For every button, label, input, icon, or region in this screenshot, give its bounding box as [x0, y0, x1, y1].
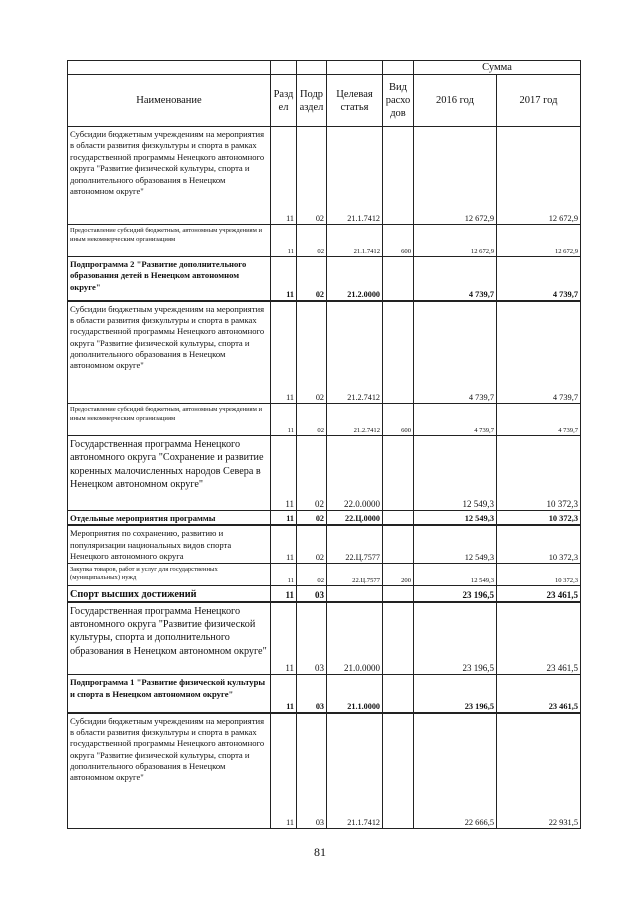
- table-row: [68, 675, 581, 713]
- cell-section: 11: [271, 675, 297, 713]
- cell-target: 21.2.7412: [327, 301, 383, 404]
- cell-name: Субсидии бюджетным учреждениям на мероприятия в области развития физкультуры и спорта в рамках государственной программы Ненецкого автономного округа "Развитие физической культуры, спорта и дополнительного образования в Ненецком автономном округе": [68, 713, 271, 829]
- cell-subsection: 02: [297, 404, 327, 436]
- header-year-2016: 2016 год: [414, 75, 497, 127]
- cell-name: Государственная программа Ненецкого автономного округа "Развитие физической культуры, спорта и дополнительного образования в Ненецком автономном округе": [68, 602, 271, 675]
- table-row: [68, 127, 581, 225]
- cell-y2017: 22 931,5: [497, 713, 581, 829]
- header-subsection: Подр аздел: [297, 75, 327, 127]
- cell-y2016: 12 549,3: [414, 563, 497, 585]
- cell-name: Закупка товаров, работ и услуг для государственных (муниципальных) нужд: [68, 563, 271, 585]
- cell-y2016: 23 196,5: [414, 585, 497, 602]
- cell-target: 21.0.0000: [327, 602, 383, 675]
- cell-subsection: 02: [297, 257, 327, 301]
- table-row: [68, 602, 581, 675]
- cell-type: [383, 585, 414, 602]
- cell-section: 11: [271, 436, 297, 511]
- cell-section: 11: [271, 563, 297, 585]
- table-row: [68, 563, 581, 585]
- cell-section: 11: [271, 225, 297, 257]
- cell-target: 22.0.0000: [327, 436, 383, 511]
- table-body: [68, 127, 581, 829]
- cell-name: Подпрограмма 1 "Развитие физической культуры и спорта в Ненецком автономном округе": [68, 675, 271, 713]
- cell-section: 11: [271, 511, 297, 526]
- header-row-top: [68, 61, 581, 75]
- cell-subsection: 02: [297, 563, 327, 585]
- cell-type: [383, 511, 414, 526]
- cell-type: 600: [383, 404, 414, 436]
- cell-section: 11: [271, 602, 297, 675]
- cell-y2016: 23 196,5: [414, 602, 497, 675]
- table-row: [68, 301, 581, 404]
- cell-y2017: 23 461,5: [497, 675, 581, 713]
- cell-target: 21.2.0000: [327, 257, 383, 301]
- cell-type: [383, 127, 414, 225]
- header-blank: [68, 61, 271, 75]
- table-row: [68, 525, 581, 563]
- cell-type: 200: [383, 563, 414, 585]
- header-blank: [271, 61, 297, 75]
- cell-type: [383, 525, 414, 563]
- cell-y2016: 4 739,7: [414, 257, 497, 301]
- table-row: [68, 257, 581, 301]
- cell-target: 21.1.0000: [327, 675, 383, 713]
- cell-y2016: 12 672,9: [414, 127, 497, 225]
- cell-target: 21.2.7412: [327, 404, 383, 436]
- cell-subsection: 03: [297, 675, 327, 713]
- cell-y2017: 10 372,3: [497, 511, 581, 526]
- cell-subsection: 03: [297, 713, 327, 829]
- cell-y2016: 12 549,3: [414, 525, 497, 563]
- cell-name: Предоставление субсидий бюджетным, автономным учреждениям и иным некоммерческим организациям: [68, 404, 271, 436]
- cell-target: 22.Ц.7577: [327, 563, 383, 585]
- header-target: Целевая статья: [327, 75, 383, 127]
- cell-type: 600: [383, 225, 414, 257]
- table-row: [68, 713, 581, 829]
- cell-y2016: 12 549,3: [414, 511, 497, 526]
- cell-section: 11: [271, 713, 297, 829]
- cell-type: [383, 436, 414, 511]
- table-row: [68, 404, 581, 436]
- cell-subsection: 02: [297, 301, 327, 404]
- cell-subsection: 03: [297, 585, 327, 602]
- cell-target: [327, 585, 383, 602]
- cell-y2017: 12 672,9: [497, 127, 581, 225]
- table-row: [68, 225, 581, 257]
- cell-section: 11: [271, 301, 297, 404]
- cell-subsection: 02: [297, 225, 327, 257]
- cell-section: 11: [271, 525, 297, 563]
- header-name: Наименование: [68, 75, 271, 127]
- cell-section: 11: [271, 585, 297, 602]
- cell-name: Мероприятия по сохранению, развитию и популяризации национальных видов спорта Ненецкого автономного округа: [68, 525, 271, 563]
- cell-y2016: 4 739,7: [414, 301, 497, 404]
- cell-y2017: 4 739,7: [497, 257, 581, 301]
- cell-name: Государственная программа Ненецкого автономного округа "Сохранение и развитие коренных малочисленных народов Севера в Ненецком автономном округе": [68, 436, 271, 511]
- header-blank: [383, 61, 414, 75]
- header-blank: [327, 61, 383, 75]
- cell-name: Отдельные мероприятия программы: [68, 511, 271, 526]
- cell-type: [383, 713, 414, 829]
- budget-table: [67, 60, 581, 829]
- cell-y2017: 10 372,3: [497, 525, 581, 563]
- cell-target: 21.1.7412: [327, 225, 383, 257]
- cell-y2016: 12 549,3: [414, 436, 497, 511]
- cell-y2017: 23 461,5: [497, 602, 581, 675]
- cell-y2016: 23 196,5: [414, 675, 497, 713]
- header-row: [68, 75, 581, 127]
- cell-type: [383, 675, 414, 713]
- cell-section: 11: [271, 404, 297, 436]
- cell-y2016: 22 666,5: [414, 713, 497, 829]
- cell-subsection: 02: [297, 525, 327, 563]
- cell-y2017: 4 739,7: [497, 301, 581, 404]
- cell-type: [383, 257, 414, 301]
- cell-section: 11: [271, 257, 297, 301]
- header-blank: [297, 61, 327, 75]
- header-type: Вид расхо дов: [383, 75, 414, 127]
- cell-subsection: 02: [297, 127, 327, 225]
- cell-target: 21.1.7412: [327, 713, 383, 829]
- cell-name: Спорт высших достижений: [68, 585, 271, 602]
- cell-y2017: 12 672,9: [497, 225, 581, 257]
- cell-name: Субсидии бюджетным учреждениям на мероприятия в области развития физкультуры и спорта в рамках государственной программы Ненецкого автономного округа "Развитие физической культуры, спорта и дополнительного образования в Ненецком автономном округе": [68, 127, 271, 225]
- cell-subsection: 03: [297, 602, 327, 675]
- cell-name: Предоставление субсидий бюджетным, автономным учреждениям и иным некоммерческим организациям: [68, 225, 271, 257]
- cell-target: 21.1.7412: [327, 127, 383, 225]
- cell-name: Подпрограмма 2 "Развитие дополнительного образования детей в Ненецком автономном округе": [68, 257, 271, 301]
- cell-y2017: 10 372,3: [497, 563, 581, 585]
- cell-y2016: 4 739,7: [414, 404, 497, 436]
- table-row: [68, 436, 581, 511]
- cell-subsection: 02: [297, 436, 327, 511]
- cell-section: 11: [271, 127, 297, 225]
- header-sum-group: Сумма: [414, 61, 581, 75]
- cell-target: 22.Ц.7577: [327, 525, 383, 563]
- header-year-2017: 2017 год: [497, 75, 581, 127]
- cell-y2016: 12 672,9: [414, 225, 497, 257]
- page-number: 81: [314, 845, 326, 859]
- table-row: [68, 511, 581, 526]
- cell-target: 22.Ц.0000: [327, 511, 383, 526]
- cell-y2017: 10 372,3: [497, 436, 581, 511]
- cell-y2017: 4 739,7: [497, 404, 581, 436]
- table-row: [68, 585, 581, 602]
- cell-y2017: 23 461,5: [497, 585, 581, 602]
- header-section: Разд ел: [271, 75, 297, 127]
- cell-name: Субсидии бюджетным учреждениям на мероприятия в области развития физкультуры и спорта в рамках государственной программы Ненецкого автономного округа "Развитие физической культуры, спорта и дополнительного образования в Ненецком автономном округе": [68, 301, 271, 404]
- cell-type: [383, 602, 414, 675]
- cell-subsection: 02: [297, 511, 327, 526]
- cell-type: [383, 301, 414, 404]
